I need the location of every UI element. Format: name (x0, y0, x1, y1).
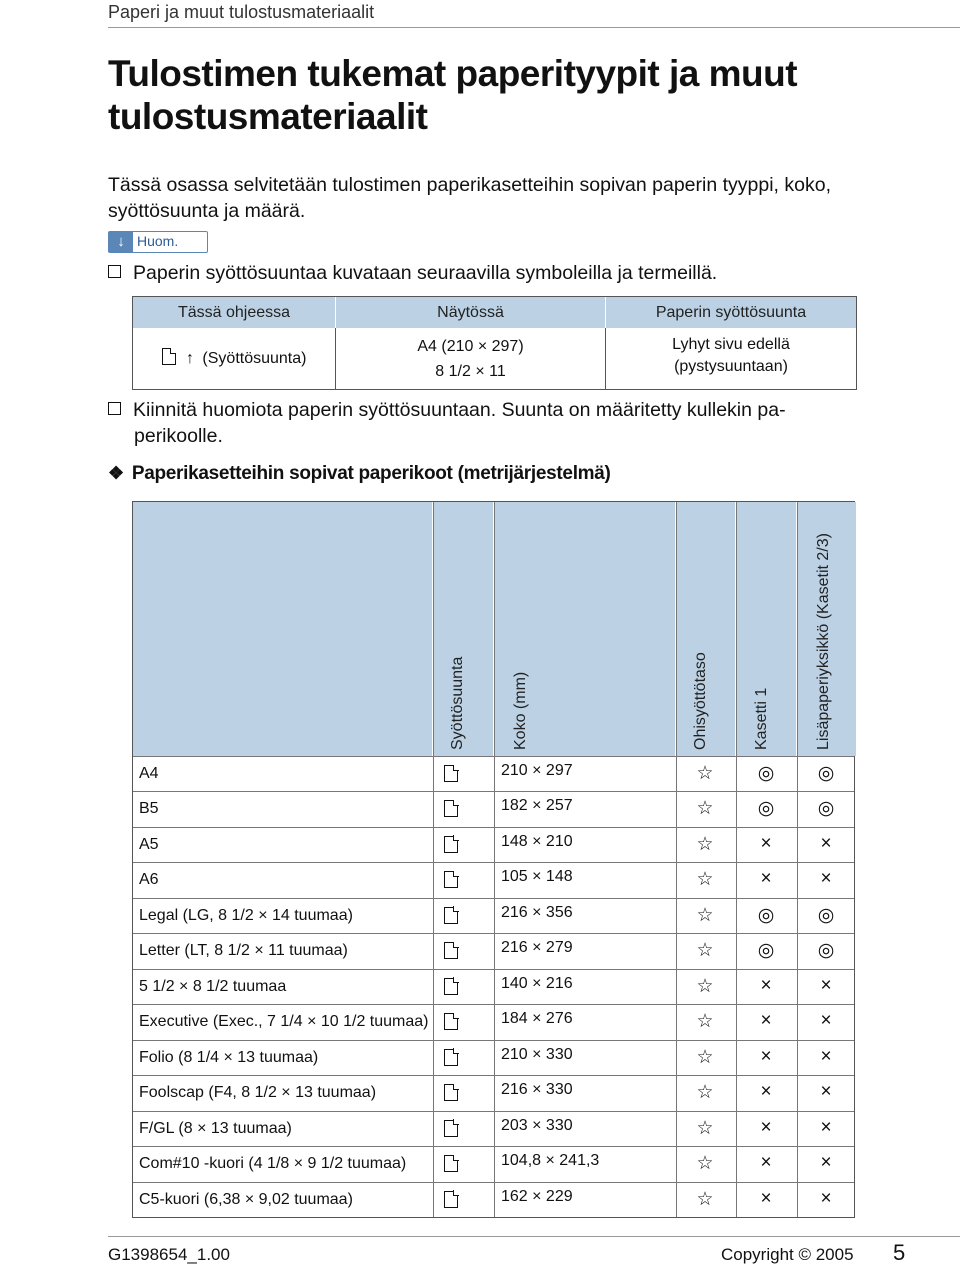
tray23-symbol: × (820, 1081, 832, 1103)
bypass-tray-symbol: ☆ (696, 1082, 714, 1104)
column-header (676, 502, 736, 756)
bypass-tray-symbol: ☆ (696, 1153, 714, 1175)
paper-size: 140 × 216 (501, 974, 573, 992)
document-code: G1398654_1.00 (108, 1245, 230, 1264)
symbol-label: (Syöttösuunta) (202, 350, 307, 367)
paper-sheet-icon (444, 765, 458, 785)
paper-size: 216 × 279 (501, 939, 573, 957)
column-header-label: Kasetti 1 (753, 687, 770, 750)
paper-size: 148 × 210 (501, 832, 573, 850)
bypass-tray-symbol: ☆ (696, 833, 714, 855)
bypass-tray-symbol: ☆ (696, 763, 714, 784)
paper-sheet-icon (444, 942, 458, 962)
paper-name: Com#10 -kuori (4 1/8 × 9 1/2 tuumaa) (139, 1155, 407, 1173)
tray23-symbol: ◎ (817, 798, 835, 820)
paper-name: A6 (139, 871, 159, 889)
checkbox-bullet-icon (108, 402, 121, 415)
paper-size: 162 × 229 (501, 1187, 573, 1205)
running-header: Paperi ja muut tulostusmateriaalit (108, 2, 375, 22)
paper-sheet-icon (444, 871, 458, 891)
tray23-symbol: ◎ (817, 940, 835, 962)
table-row (133, 1146, 854, 1181)
note-badge (108, 231, 208, 253)
table-row (133, 1075, 854, 1110)
arrow-down-icon: ↓ (109, 232, 133, 252)
tray1-symbol: × (760, 1081, 772, 1103)
symbol-cell (133, 328, 336, 389)
column-header (736, 502, 797, 756)
bypass-tray-symbol: ☆ (696, 1188, 714, 1210)
tray23-symbol: ◎ (817, 904, 835, 926)
direction-line: (pystysuuntaan) (674, 358, 788, 375)
paper-name: B5 (139, 800, 159, 818)
paper-sheet-icon (444, 1049, 458, 1069)
page-title: Tulostimen tukemat paperityypit ja muut tulostusmateriaalit (108, 53, 798, 137)
note-badge-label: Huom. (137, 233, 179, 249)
tray23-symbol: × (820, 1045, 832, 1067)
table-row (133, 1182, 854, 1217)
display-line: A4 (210 × 297) (417, 338, 524, 355)
column-header-label: Koko (mm) (512, 671, 529, 750)
symbol-table (132, 296, 857, 390)
tray1-symbol: × (760, 832, 772, 854)
footer-rule (108, 1236, 960, 1237)
diamond-bullet-icon: ❖ (108, 463, 124, 483)
paper-name: Folio (8 1/4 × 13 tuumaa) (139, 1048, 319, 1066)
paper-name: A4 (139, 765, 159, 782)
header-rule (108, 27, 960, 28)
tray1-symbol: ◎ (757, 763, 775, 784)
bypass-tray-symbol: ☆ (696, 1011, 714, 1033)
paper-name: F/GL (8 × 13 tuumaa) (139, 1119, 292, 1137)
tray1-symbol: ◎ (757, 940, 775, 962)
paper-size: 104,8 × 241,3 (501, 1152, 600, 1170)
tray1-symbol: × (760, 1116, 772, 1138)
paper-sheet-icon (444, 836, 458, 856)
copyright: Copyright © 2005 (721, 1245, 854, 1264)
paper-sheet-icon (162, 348, 176, 365)
bypass-tray-symbol: ☆ (696, 1117, 714, 1139)
paper-name: Foolscap (F4, 8 1/2 × 13 tuumaa) (139, 1084, 377, 1102)
bullet-item (108, 397, 868, 447)
bypass-tray-symbol: ☆ (696, 1046, 714, 1068)
intro-paragraph: Tässä osassa selvitetään tulostimen paperikasetteihin sopivan paperin tyyppi, koko, syöttösuunta ja määrä. (108, 174, 831, 222)
bypass-tray-symbol: ☆ (696, 940, 714, 962)
paper-size: 105 × 148 (501, 868, 573, 886)
direction-cell (606, 328, 856, 389)
column-header-label: Ohisyöttötaso (692, 652, 709, 750)
paper-size: 210 × 297 (501, 762, 573, 779)
bullet-item (108, 260, 868, 286)
tray23-symbol: × (820, 1010, 832, 1032)
paper-sheet-icon (444, 1191, 458, 1211)
table-row (133, 933, 854, 968)
bullet-text-continuation: perikoolle. (134, 425, 223, 447)
paper-size: 210 × 330 (501, 1045, 573, 1063)
paper-name: Letter (LT, 8 1/2 × 11 tuumaa) (139, 942, 348, 960)
tray1-symbol: ◎ (757, 904, 775, 926)
table-row (133, 969, 854, 1004)
table-row (133, 1111, 854, 1146)
column-header-label: Lisäpaperiyksikkö (Kasetit 2/3) (815, 533, 832, 750)
direction-line: Lyhyt sivu edellä (672, 336, 790, 353)
paper-size: 203 × 330 (501, 1116, 573, 1134)
tray1-symbol: × (760, 1010, 772, 1032)
table-row (133, 1004, 854, 1039)
paper-name: Executive (Exec., 7 1/4 × 10 1/2 tuumaa) (139, 1013, 429, 1031)
tray23-symbol: × (820, 832, 832, 854)
paper-sheet-icon (444, 978, 458, 998)
tray1-symbol: ◎ (757, 798, 775, 820)
symbol-table-header: Paperin syöttösuunta (606, 297, 856, 328)
table-row (133, 862, 854, 897)
table-row (133, 756, 854, 791)
tray23-symbol: ◎ (817, 763, 835, 784)
table-row (133, 1040, 854, 1075)
paper-sheet-icon (444, 907, 458, 927)
feed-arrow-icon: ↑ (185, 350, 194, 367)
display-cell (336, 328, 606, 389)
tray23-symbol: × (820, 974, 832, 996)
column-header-label: Syöttösuunta (449, 656, 466, 750)
tray23-symbol: × (820, 1187, 832, 1209)
bullet-text: Paperin syöttösuuntaa kuvataan seuraavilla symboleilla ja termeillä. (133, 262, 718, 284)
column-header (433, 502, 494, 756)
paper-name: 5 1/2 × 8 1/2 tuumaa (139, 977, 287, 995)
tray1-symbol: × (760, 1045, 772, 1067)
checkbox-bullet-icon (108, 265, 121, 278)
tray1-symbol: × (760, 974, 772, 996)
symbol-table-header: Tässä ohjeessa (133, 297, 336, 328)
paper-sheet-icon (444, 800, 458, 820)
tray23-symbol: × (820, 868, 832, 890)
paper-sheet-icon (444, 1120, 458, 1140)
paper-name: C5-kuori (6,38 × 9,02 tuumaa) (139, 1190, 353, 1208)
paper-size: 182 × 257 (501, 797, 573, 815)
table-row (133, 898, 854, 933)
paper-name: Legal (LG, 8 1/2 × 14 tuumaa) (139, 906, 353, 924)
column-header (494, 502, 676, 756)
section-heading-text: Paperikasetteihin sopivat paperikoot (metrijärjestelmä) (131, 463, 611, 484)
paper-size: 216 × 330 (501, 1081, 573, 1099)
paper-size-table (132, 501, 855, 1218)
tray1-symbol: × (760, 1187, 772, 1209)
column-header (797, 502, 856, 756)
paper-name: A5 (139, 835, 159, 853)
bypass-tray-symbol: ☆ (696, 869, 714, 891)
section-heading (108, 463, 611, 485)
tray1-symbol: × (760, 868, 772, 890)
table-row (133, 791, 854, 826)
symbol-table-header: Näytössä (336, 297, 606, 328)
table-row (133, 827, 854, 862)
bypass-tray-symbol: ☆ (696, 904, 714, 926)
paper-sheet-icon (444, 1013, 458, 1033)
page-number: 5 (893, 1240, 906, 1265)
display-line: 8 1/2 × 11 (435, 363, 506, 380)
bypass-tray-symbol: ☆ (696, 798, 714, 820)
column-header-blank (133, 502, 433, 756)
paper-sheet-icon (444, 1084, 458, 1104)
tray1-symbol: × (760, 1152, 772, 1174)
paper-size: 216 × 356 (501, 903, 573, 921)
bullet-text: Kiinnitä huomiota paperin syöttösuuntaan. Suunta on määritetty kullekin pa- (133, 399, 786, 421)
paper-size: 184 × 276 (501, 1010, 573, 1028)
tray23-symbol: × (820, 1116, 832, 1138)
tray23-symbol: × (820, 1152, 832, 1174)
paper-sheet-icon (444, 1155, 458, 1175)
bypass-tray-symbol: ☆ (696, 975, 714, 997)
